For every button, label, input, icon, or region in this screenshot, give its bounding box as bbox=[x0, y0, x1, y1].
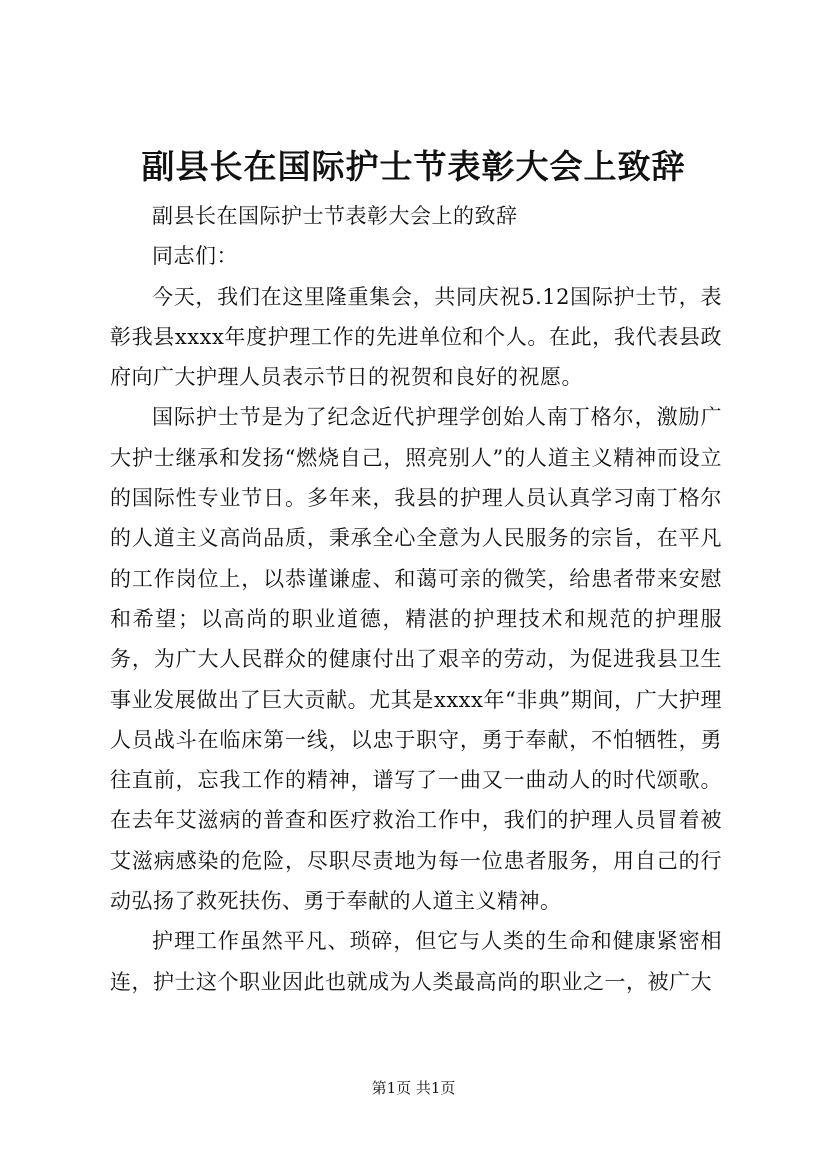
body-paragraph: 国际护士节是为了纪念近代护理学创始人南丁格尔，激励广大护士继承和发扬“燃烧自己，照亮别人”的人道主义精神而设立的国际性专业节日。多年来，我县的护理人员认真学习南丁格尔的人道主义高尚品质，秉承全心全意为人民服务的宗旨，在平凡的工作岗位上，以恭谨谦虚、和蔼可亲的微笑，给患者带来安慰和希望；以高尚的职业道德，精湛的护理技术和规范的护理服务，为广大人民群众的健康付出了艰辛的劳动，为促进我县卫生事业发展做出了巨大贡献。尤其是xxxx年“非典”期间，广大护理人员战斗在临床第一线，以忠于职守，勇于奉献，不怕牺牲，勇往直前，忘我工作的精神，谱写了一曲又一曲动人的时代颂歌。在去年艾滋病的普查和医疗救治工作中，我们的护理人员冒着被艾滋病感染的危险，尽职尽责地为每一位患者服务，用自己的行动弘扬了救死扶伤、勇于奉献的人道主义精神。 bbox=[110, 405, 722, 914]
page-number-footer: 第1页 共1页 bbox=[371, 1079, 456, 1097]
subtitle-paragraph: 副县长在国际护士节表彰大会上的致辞 bbox=[152, 204, 518, 228]
salutation-paragraph: 同志们： bbox=[152, 244, 238, 269]
document-title: 副县长在国际护士节表彰大会上致辞 bbox=[141, 147, 686, 186]
body-paragraph: 护理工作虽然平凡、琐碎，但它与人类的生命和健康紧密相连，护士这个职业因此也就成为人类最高尚的职业之一，被广大 bbox=[110, 929, 722, 994]
document-body bbox=[110, 196, 722, 1002]
body-paragraph: 今天，我们在这里隆重集会，共同庆祝5.12国际护士节，表彰我县xxxx年度护理工作的先进单位和个人。在此，我代表县政府向广大护理人员表示节日的祝贺和良好的祝愿。 bbox=[110, 284, 722, 390]
